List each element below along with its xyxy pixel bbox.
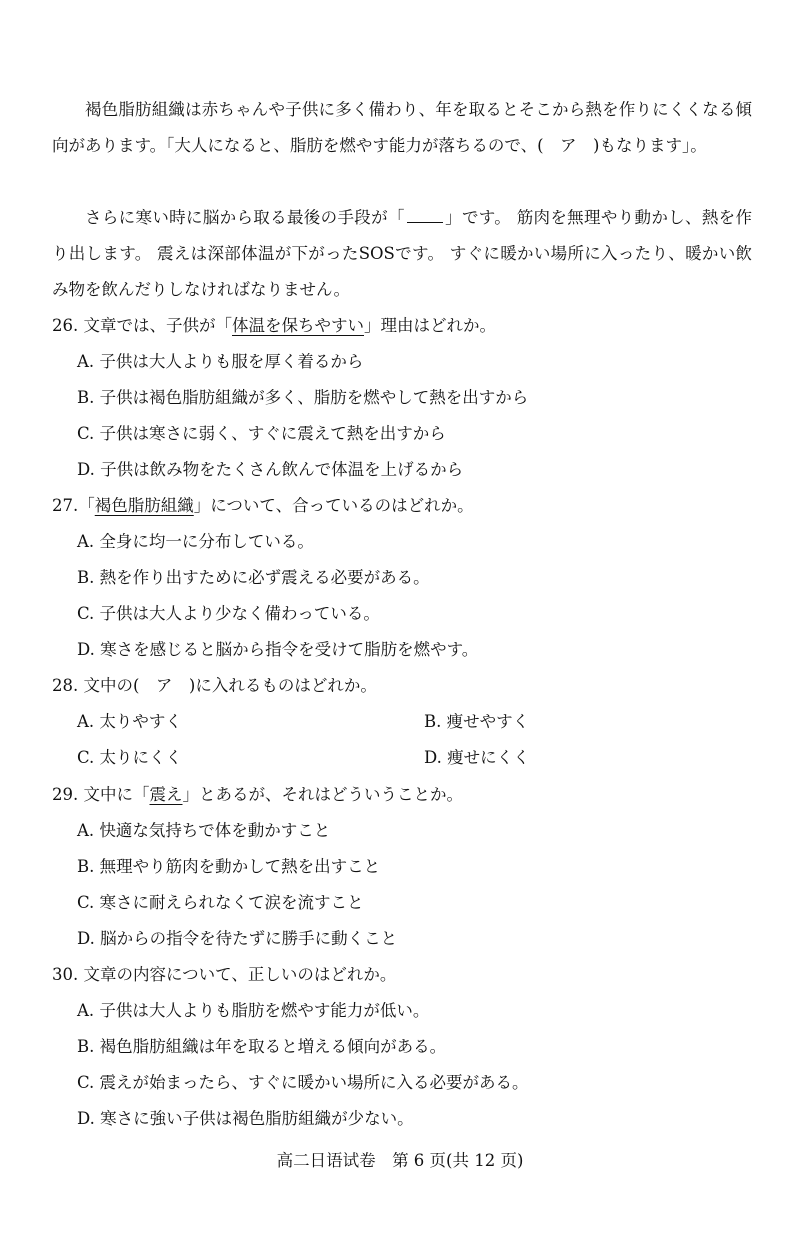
- question-30-stem: 30. 文章の内容について、正しいのはどれか。: [52, 965, 397, 984]
- q28-option-a: A. 太りやすく: [77, 712, 182, 731]
- q26-option-a: A. 子供は大人よりも服を厚く着るから: [77, 352, 364, 371]
- question-29-stem: 29. 文中に「震え」とあるが、それはどういうことか。: [52, 785, 463, 804]
- q30-option-d: D. 寒さに強い子供は褐色脂肪組織が少ない。: [77, 1109, 414, 1128]
- passage-p2-before: さらに寒い時に脳から取る最後の手段が「: [85, 208, 405, 227]
- underlined-phrase: 褐色脂肪組織: [94, 496, 194, 515]
- q29-option-c: C. 寒さに耐えられなくて涙を流すこと: [77, 893, 364, 912]
- q30-option-a: A. 子供は大人よりも脂肪を燃やす能力が低い。: [77, 1001, 430, 1020]
- q29-option-a: A. 快適な気持ちで体を動かすこと: [77, 821, 331, 840]
- q27-option-c: C. 子供は大人より少なく備わっている。: [77, 604, 380, 623]
- q28-option-c: C. 太りにくく: [77, 748, 183, 767]
- passage-paragraph-2: [52, 200, 752, 308]
- underlined-phrase: 震え: [149, 785, 183, 804]
- q28-option-b: B. 痩せやすく: [424, 712, 530, 731]
- q27-option-d: D. 寒さを感じると脳から指令を受けて脂肪を燃やす。: [77, 640, 479, 659]
- q27-option-b: B. 熱を作り出すために必ず震える必要がある。: [77, 568, 430, 587]
- q26-option-b: B. 子供は褐色脂肪組織が多く、脂肪を燃やして熱を出すから: [77, 388, 529, 407]
- q28-option-d: D. 痩せにくく: [424, 748, 530, 767]
- q30-option-b: B. 褐色脂肪組織は年を取ると増える傾向がある。: [77, 1037, 447, 1056]
- passage-paragraph-1: 褐色脂肪組織は赤ちゃんや子供に多く備わり、年を取るとそこから熱を作りにくくなる傾向があります。「大人になると、脂肪を燃やす能力が落ちるので、( ア )もなります」。: [52, 100, 752, 155]
- q27-option-a: A. 全身に均一に分布している。: [77, 532, 314, 551]
- q26-option-c: C. 子供は寒さに弱く、すぐに震えて熱を出すから: [77, 424, 446, 443]
- underlined-phrase: 体温を保ちやすい: [232, 316, 364, 335]
- question-28-stem: 28. 文中の( ア )に入れるものはどれか。: [52, 676, 377, 695]
- question-27-stem: 27.「褐色脂肪組織」について、合っているのはどれか。: [52, 496, 474, 515]
- fill-blank: [407, 206, 443, 223]
- q26-option-d: D. 子供は飲み物をたくさん飲んで体温を上げるから: [77, 460, 464, 479]
- q29-option-b: B. 無理やり筋肉を動かして熱を出すこと: [77, 857, 381, 876]
- page-footer: 高二日语试卷 第 6 页(共 12 页): [276, 1151, 524, 1170]
- q29-option-d: D. 脳からの指令を待たずに勝手に動くこと: [77, 929, 398, 948]
- passage-p2-after: 」です。 筋肉を無理やり動かし、熱を作り出します。 震えは深部体温が下がったSOSです。 すぐに暖かい場所に入ったり、暖かい飲み物を飲んだりしなければなりません。: [52, 208, 752, 299]
- q30-option-c: C. 震えが始まったら、すぐに暖かい場所に入る必要がある。: [77, 1073, 529, 1092]
- question-26-stem: 26. 文章では、子供が「体温を保ちやすい」理由はどれか。: [52, 316, 496, 335]
